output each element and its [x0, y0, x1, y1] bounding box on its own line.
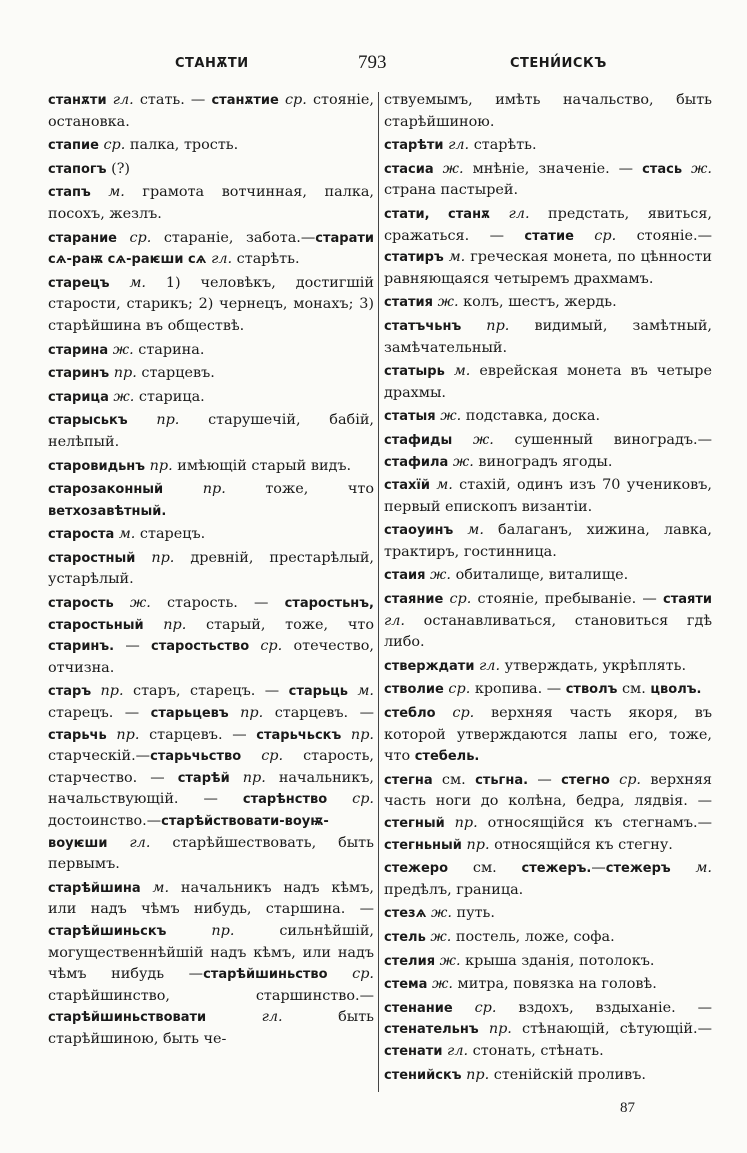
headword: статъчьнъ — [384, 318, 462, 334]
definition-text: старцевъ. — [136, 365, 215, 382]
headword: статыя — [384, 409, 436, 425]
grammar-label: м. — [443, 249, 466, 266]
grammar-label: пр. — [228, 705, 264, 722]
headword: старость — [48, 596, 114, 612]
grammar-label: гл. — [206, 1009, 283, 1026]
grammar-label: ж. — [682, 160, 712, 177]
definition-text: старецъ. — [135, 526, 206, 543]
grammar-label: ср. — [327, 791, 374, 808]
derived-word: стежеръ. — [521, 861, 592, 877]
definition-text: грамота вотчинная, палка, посохъ, жезлъ. — [48, 184, 374, 222]
headword: старица — [48, 389, 109, 405]
definition-text: обиталище, виталище. — [451, 567, 629, 584]
definition-text: см. — [617, 681, 651, 698]
grammar-label: гл. — [474, 657, 501, 674]
definition-text: отечество, отчизна. — [48, 638, 374, 676]
headword: старѣйшина — [48, 880, 141, 896]
definition-text: верхняя часть якоря, въ которой утверждаются лапы его, тоже, что — [384, 705, 712, 765]
headword: стафиды — [384, 432, 453, 448]
definition-text: сильнѣйшій, могущественнѣйшій надъ кѣмъ, или надъ чѣмъ нибудь — — [48, 922, 374, 983]
grammar-label: м. — [429, 477, 453, 494]
definition-text: останавливаться, становиться гдѣ либо. — [384, 612, 712, 651]
headword: стаоуинъ — [384, 523, 454, 539]
derived-word: стегный — [384, 816, 445, 831]
grammar-label: пр. — [461, 1066, 490, 1083]
grammar-label: ср. — [573, 227, 617, 244]
definition-text: предѣлъ, граница. — [384, 881, 524, 898]
derived-word: стенательнъ — [384, 1022, 479, 1038]
definition-text: старческій.— — [48, 748, 151, 765]
derived-word: старѣйшиньствовати — [48, 1010, 207, 1026]
definition-text: кропива. — — [470, 681, 566, 698]
dictionary-entry — [384, 316, 712, 359]
derived-word: старѣйшиньскъ — [48, 923, 167, 939]
grammar-label: пр. — [143, 616, 187, 633]
headword: старостный — [48, 550, 136, 566]
grammar-label: пр. — [106, 726, 140, 743]
headword: старозаконный — [48, 482, 164, 498]
definition-text: стояніе, остановка. — [48, 92, 374, 130]
headword: стаяние — [384, 592, 444, 608]
grammar-label: ж. — [435, 952, 461, 969]
definition-text: подставка, доска. — [461, 408, 601, 425]
headword: стема — [384, 977, 428, 993]
definition-text: старость. — — [150, 595, 285, 612]
definition-text: старцевъ. — — [139, 726, 257, 743]
definition-text: утверждать, укрѣплять. — [500, 657, 687, 674]
derived-word: старьчьскъ — [256, 727, 342, 743]
definition-text: путь. — [451, 905, 495, 922]
dictionary-entry — [48, 548, 374, 591]
dictionary-entry — [48, 479, 374, 522]
dictionary-entry — [384, 292, 712, 314]
grammar-label: ср. — [435, 705, 475, 722]
printer-signature: 87 — [620, 1100, 635, 1116]
definition-text: старость, старчество. — — [48, 748, 374, 786]
grammar-label: м. — [670, 860, 712, 877]
definition-text: стараніе, забота.— — [151, 229, 316, 246]
definition-text: относящійся къ стегну. — [489, 836, 673, 853]
grammar-label: пр. — [478, 1021, 512, 1038]
derived-word: стенати — [384, 1043, 443, 1059]
derived-word: старинъ. — [48, 639, 115, 655]
dictionary-entry — [48, 182, 374, 225]
grammar-label: ср. — [327, 966, 375, 983]
headword: стверждати — [384, 658, 475, 674]
grammar-label: ж. — [452, 431, 494, 448]
definition-text: — — [591, 860, 606, 877]
definition-text: 1) человѣкъ, достигшій старости, старикъ; 2) чернецъ, монахъ; 3) старѣйшина въ обществѣ. — [48, 274, 374, 334]
headword: старовидьнъ — [48, 458, 146, 474]
grammar-label: пр. — [341, 726, 374, 743]
derived-word: старѣнство — [242, 792, 328, 808]
grammar-label: гл. — [107, 834, 151, 851]
definition-text: достоинство.— — [48, 813, 162, 829]
derived-word: старѣйствовати-воуѭ-воуѥши — [48, 814, 329, 851]
dictionary-entry — [48, 159, 374, 181]
definition-text: старцевъ. — — [263, 705, 374, 722]
definition-text: см. — [432, 771, 476, 788]
definition-text: стояніе, пребываніе. — — [471, 591, 663, 608]
derived-word: старѣйшиньство — [203, 967, 328, 983]
grammar-label: ж. — [448, 453, 474, 470]
grammar-label: м. — [114, 526, 136, 543]
grammar-label: ср. — [452, 999, 497, 1016]
definition-text: старъ, старецъ. — — [123, 683, 289, 700]
headword: стахїй — [384, 478, 430, 494]
dictionary-entry — [48, 273, 374, 338]
definition-text: предстать, явиться, сражаться. — — [384, 205, 712, 244]
definition-text: старый, тоже, что — [186, 616, 374, 633]
grammar-label: ср. — [443, 591, 472, 608]
derived-word: стебель. — [414, 749, 480, 765]
dictionary-entry — [384, 998, 712, 1063]
grammar-label: ж. — [425, 567, 451, 584]
definition-text: относящійся къ стегнамъ.— — [477, 815, 712, 831]
dictionary-entry — [384, 589, 712, 654]
grammar-label: гл. — [206, 251, 233, 268]
definition-text: (?) — [106, 160, 131, 177]
grammar-label: ж. — [435, 408, 462, 425]
definition-text: старѣть. — [232, 251, 300, 268]
definition-text: старецъ. — — [48, 705, 151, 722]
definition-text: мнѣніе, значеніе. — — [463, 160, 643, 177]
dictionary-entry — [384, 475, 712, 518]
grammar-label: ж. — [433, 294, 459, 311]
headword: стель — [384, 929, 426, 945]
dictionary-entry — [48, 387, 374, 409]
grammar-label: ж. — [113, 595, 151, 612]
dictionary-entry — [384, 135, 712, 157]
headword: станѫтие — [211, 93, 279, 108]
dictionary-entry — [384, 703, 712, 768]
grammar-label: ср. — [249, 638, 283, 655]
headword: стволие — [384, 682, 444, 698]
definition-text: старина. — [133, 341, 205, 358]
definition-text: виноградъ ягоды. — [473, 453, 613, 470]
definition-text: сушенный виноградъ.— — [493, 431, 712, 448]
grammar-label: ср. — [117, 229, 152, 246]
dictionary-entry — [384, 903, 712, 925]
derived-word: стегньный — [384, 837, 462, 853]
dictionary-entry — [384, 361, 712, 404]
definition-text: старица. — [134, 388, 205, 405]
definition-text: ствуемымъ, имѣть начальство, быть старѣйшиною. — [384, 92, 712, 130]
grammar-label: ж. — [108, 341, 134, 358]
derived-word: старьць — [288, 684, 349, 700]
headword: старыськъ — [48, 413, 128, 429]
definition-text: старѣть. — [469, 137, 537, 154]
dictionary-entry — [48, 90, 374, 133]
derived-word: стась — [642, 161, 683, 177]
definition-text: постель, ложе, софа. — [451, 928, 615, 945]
grammar-label: гл. — [443, 137, 470, 154]
grammar-label: пр. — [444, 815, 478, 831]
dictionary-entry — [384, 679, 712, 701]
grammar-label: ср. — [609, 771, 641, 788]
headword: станѫти — [48, 93, 107, 108]
definition-text: верхняя часть ноги до колѣна, бедра, лядвія. — — [384, 771, 713, 810]
dictionary-entry — [48, 593, 374, 679]
definition-text: начальникъ, начальствующій. — — [48, 769, 374, 808]
grammar-label: ж. — [425, 928, 452, 945]
definition-text: стахій, одинъ изъ 70 учениковъ, первый епископъ византіи. — [384, 477, 712, 515]
definition-text: видимый, замѣтный, замѣчательный. — [384, 317, 712, 356]
dictionary-entry — [48, 363, 374, 385]
headword: стасиа — [384, 161, 434, 177]
definition-text: стѣнающій, сѣтующій.— — [511, 1021, 712, 1038]
definition-text: тоже, что — [225, 481, 374, 498]
grammar-label: ж. — [108, 388, 135, 405]
headword: стежеро — [384, 861, 449, 877]
headword: старѣти — [384, 138, 444, 154]
grammar-label: ж. — [427, 976, 453, 993]
definition-text: вздохъ, вздыханіе. — — [496, 999, 712, 1016]
dictionary-entry — [48, 456, 374, 478]
grammar-label: пр. — [461, 836, 490, 853]
grammar-label: пр. — [127, 412, 180, 429]
definition-text: крыша зданія, потолокъ. — [460, 952, 655, 969]
dictionary-entry — [384, 90, 712, 133]
grammar-label: м. — [90, 184, 125, 201]
derived-word: стежеръ — [605, 861, 671, 877]
dictionary-entry — [384, 159, 712, 202]
definition-text: начальникъ надъ кѣмъ, или надъ чѣмъ нибудь, старшина. — — [48, 879, 374, 918]
headword: стапие — [48, 138, 99, 154]
definition-text: балаганъ, хижина, лавка, трактиръ, гостинница. — [384, 522, 712, 560]
grammar-label: м. — [348, 683, 374, 700]
headword: стенание — [384, 1000, 453, 1016]
headword: статия — [384, 295, 434, 311]
derived-word: стегно — [561, 772, 610, 788]
headword: стаия — [384, 568, 426, 584]
grammar-label: гл. — [442, 1042, 469, 1059]
derived-word: ветхозавѣтный. — [48, 503, 167, 519]
headword: стапогъ — [48, 161, 107, 177]
dictionary-entry — [48, 228, 374, 271]
dictionary-entry — [48, 340, 374, 362]
header-left-guideword: СТАНѪТИ — [175, 56, 249, 71]
definition-text: старѣйшествовать, быть первымъ. — [48, 834, 374, 873]
left-column — [48, 90, 374, 1053]
derived-word: стволъ — [565, 682, 618, 698]
dictionary-entry — [384, 406, 712, 428]
grammar-label: ж. — [426, 905, 452, 922]
grammar-label: ср. — [278, 92, 307, 108]
grammar-label: гл. — [384, 612, 406, 629]
dictionary-entry — [384, 858, 712, 901]
dictionary-entry — [384, 927, 712, 949]
derived-word: цволъ. — [650, 682, 702, 698]
headword: старецъ — [48, 275, 110, 291]
grammar-label: пр. — [145, 457, 173, 474]
definition-text: старѣйшинство, старшинство.— — [48, 987, 374, 1004]
grammar-label: пр. — [109, 365, 137, 382]
derived-word: старѣй — [177, 770, 230, 786]
derived-word: статие — [524, 228, 574, 244]
dictionary-entry — [48, 878, 374, 1051]
definition-text: колъ, шестъ, жердь. — [458, 294, 617, 311]
headword: статырь — [384, 364, 445, 380]
grammar-label: пр. — [163, 481, 226, 498]
definition-text: страна пастырей. — [384, 182, 519, 199]
derived-word: стафила — [384, 454, 449, 470]
headword: старъ — [48, 684, 92, 700]
headword: стебло — [384, 706, 436, 722]
headword: староста — [48, 527, 115, 543]
derived-word: старостьство — [151, 639, 250, 655]
grammar-label: пр. — [229, 769, 266, 786]
grammar-label: ж. — [433, 160, 464, 177]
headword: стелия — [384, 953, 436, 969]
dictionary-entry — [48, 410, 374, 453]
grammar-label: пр. — [91, 683, 124, 700]
grammar-label: пр. — [461, 317, 510, 334]
page-number: 793 — [358, 52, 387, 73]
right-column — [384, 90, 712, 1088]
derived-word: стаяти — [663, 592, 713, 608]
grammar-label: м. — [109, 274, 146, 291]
definition-text: греческая монета, по цѣнности равняющаяся четыремъ драхмамъ. — [384, 249, 712, 287]
derived-word: стьгна. — [475, 772, 529, 788]
dictionary-entry — [48, 681, 374, 875]
definition-text: стонать, стѣнать. — [468, 1042, 604, 1059]
grammar-label: пр. — [166, 922, 235, 939]
headword: стапъ — [48, 185, 91, 201]
grammar-label: м. — [453, 522, 484, 539]
dictionary-entry — [384, 951, 712, 973]
definition-text: имѣющій старый видъ. — [172, 457, 352, 474]
headword: стенийскъ — [384, 1067, 462, 1083]
definition-text: древній, престарѣлый, устарѣлый. — [48, 549, 374, 588]
grammar-label: ср. — [98, 137, 126, 154]
definition-text: палка, трость. — [125, 137, 239, 154]
dictionary-entry — [384, 656, 712, 678]
page-header — [0, 50, 747, 80]
dictionary-entry — [384, 204, 712, 290]
header-right-guideword: СТЕНИ́ИСКЪ — [510, 56, 607, 71]
headword: стегна — [384, 772, 433, 788]
headword: стезѧ — [384, 906, 427, 922]
headword: старание — [48, 230, 117, 246]
column-divider — [378, 92, 379, 1092]
headword: старина — [48, 342, 109, 358]
grammar-label: м. — [444, 363, 471, 380]
derived-word: старьцевъ — [150, 706, 229, 722]
dictionary-entry — [48, 524, 374, 546]
definition-text: быть старѣйшиною, быть че- — [48, 1009, 374, 1047]
grammar-label: ср. — [241, 748, 284, 765]
definition-text: стояніе.— — [616, 227, 713, 244]
dictionary-entry — [384, 770, 712, 856]
dictionary-entry — [384, 1065, 712, 1087]
definition-text: стенійскій проливъ. — [489, 1066, 646, 1083]
dictionary-entry — [384, 520, 712, 563]
grammar-label: гл. — [106, 92, 134, 108]
definition-text: еврейская монета въ четыре драхмы. — [384, 363, 712, 401]
headword: старати сѧ-раѭ сѧ-раѥши сѧ — [48, 230, 375, 268]
definition-text: старушечій, бабій, нелѣпый. — [48, 412, 374, 450]
derived-word: старьчь — [48, 727, 107, 743]
headword: старинъ — [48, 366, 110, 382]
dictionary-entry — [384, 974, 712, 996]
grammar-label: м. — [140, 879, 170, 896]
derived-word: старостьнъ, старостьный — [48, 596, 374, 633]
headword: стати, станѫ — [384, 206, 490, 222]
definition-text: — — [114, 638, 152, 655]
definition-text: см. — [448, 860, 522, 877]
dictionary-entry — [384, 565, 712, 587]
dictionary-entry — [48, 135, 374, 157]
derived-word: статиръ — [384, 250, 444, 266]
definition-text: — — [528, 771, 562, 788]
derived-word: старьчьство — [150, 749, 242, 765]
grammar-label: пр. — [135, 549, 175, 566]
dictionary-entry — [384, 430, 712, 473]
grammar-label: ср. — [443, 681, 471, 698]
definition-text: митра, повязка на головѣ. — [452, 976, 657, 993]
definition-text: стать. — — [133, 92, 212, 108]
grammar-label: гл. — [490, 205, 530, 222]
